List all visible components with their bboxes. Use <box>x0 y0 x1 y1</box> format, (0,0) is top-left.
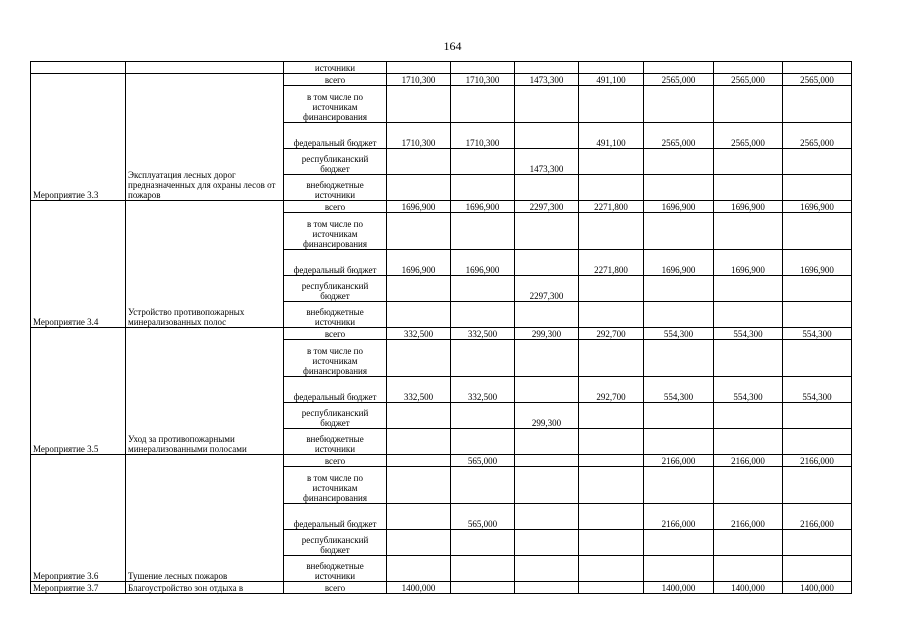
value-cell <box>515 377 579 403</box>
value-cell <box>644 530 714 556</box>
value-cell: 565,000 <box>451 455 515 467</box>
value-cell: 565,000 <box>451 504 515 530</box>
value-cell <box>579 504 644 530</box>
value-cell <box>644 149 714 175</box>
measure-name: Благоустройство зон отдыха в <box>126 582 284 594</box>
value-cell <box>387 86 451 123</box>
value-cell <box>387 276 451 302</box>
value-cell <box>579 149 644 175</box>
value-cell <box>714 213 783 250</box>
value-cell <box>783 530 852 556</box>
value-cell <box>783 62 852 74</box>
value-cell <box>451 213 515 250</box>
value-cell <box>579 582 644 594</box>
value-cell: 1400,000 <box>387 582 451 594</box>
value-cell <box>451 429 515 455</box>
table-body <box>31 62 852 594</box>
funding-source: всего <box>284 328 387 340</box>
value-cell <box>644 276 714 302</box>
value-cell <box>783 340 852 377</box>
value-cell <box>387 556 451 582</box>
table-row <box>31 62 852 74</box>
value-cell <box>644 467 714 504</box>
value-cell <box>579 175 644 201</box>
value-cell <box>644 429 714 455</box>
value-cell: 1473,300 <box>515 74 579 86</box>
funding-source: федеральный бюджет <box>284 504 387 530</box>
funding-source: федеральный бюджет <box>284 123 387 149</box>
value-cell <box>783 276 852 302</box>
value-cell <box>714 149 783 175</box>
value-cell <box>783 149 852 175</box>
measure-name: Уход за противопожарными минерализованными полосами <box>126 328 284 455</box>
value-cell <box>451 302 515 328</box>
table-row <box>31 582 852 594</box>
value-cell <box>515 467 579 504</box>
value-cell <box>714 556 783 582</box>
value-cell: 2565,000 <box>644 123 714 149</box>
measure-name: Устройство противопожарных минерализованных полос <box>126 201 284 328</box>
funding-source: республиканский бюджет <box>284 149 387 175</box>
value-cell <box>451 62 515 74</box>
funding-source: в том числе по источникам финансирования <box>284 86 387 123</box>
measure-code: Мероприятие 3.4 <box>31 201 126 328</box>
value-cell <box>579 302 644 328</box>
value-cell <box>579 556 644 582</box>
value-cell: 2565,000 <box>783 123 852 149</box>
value-cell: 1710,300 <box>451 74 515 86</box>
value-cell: 2297,300 <box>515 201 579 213</box>
value-cell: 1696,900 <box>783 250 852 276</box>
funding-source: в том числе по источникам финансирования <box>284 213 387 250</box>
value-cell: 491,100 <box>579 74 644 86</box>
value-cell: 1710,300 <box>387 74 451 86</box>
funding-source: всего <box>284 201 387 213</box>
value-cell: 2565,000 <box>714 123 783 149</box>
value-cell <box>644 340 714 377</box>
value-cell <box>714 530 783 556</box>
value-cell <box>714 86 783 123</box>
value-cell: 1473,300 <box>515 149 579 175</box>
value-cell <box>579 62 644 74</box>
value-cell: 554,300 <box>783 377 852 403</box>
value-cell: 1696,900 <box>451 201 515 213</box>
value-cell <box>515 504 579 530</box>
value-cell <box>579 530 644 556</box>
value-cell <box>783 556 852 582</box>
value-cell <box>515 86 579 123</box>
value-cell <box>644 403 714 429</box>
measure-code: Мероприятие 3.6 <box>31 455 126 582</box>
table-row <box>31 74 852 86</box>
value-cell <box>783 86 852 123</box>
funding-source: федеральный бюджет <box>284 250 387 276</box>
value-cell <box>515 302 579 328</box>
value-cell: 554,300 <box>714 328 783 340</box>
value-cell <box>451 175 515 201</box>
value-cell <box>579 455 644 467</box>
value-cell <box>714 175 783 201</box>
value-cell: 2166,000 <box>714 455 783 467</box>
value-cell: 2166,000 <box>783 455 852 467</box>
value-cell: 2565,000 <box>714 74 783 86</box>
value-cell <box>451 556 515 582</box>
value-cell <box>714 302 783 328</box>
value-cell <box>579 276 644 302</box>
value-cell <box>515 556 579 582</box>
value-cell: 292,700 <box>579 377 644 403</box>
value-cell: 299,300 <box>515 328 579 340</box>
value-cell: 1696,900 <box>451 250 515 276</box>
value-cell: 292,700 <box>579 328 644 340</box>
value-cell <box>783 175 852 201</box>
value-cell <box>387 455 451 467</box>
value-cell <box>515 340 579 377</box>
value-cell <box>515 250 579 276</box>
measure-name: Тушение лесных пожаров <box>126 455 284 582</box>
value-cell: 2166,000 <box>783 504 852 530</box>
funding-source: внебюджетные источники <box>284 429 387 455</box>
value-cell <box>387 149 451 175</box>
value-cell <box>387 467 451 504</box>
source-cell: источники <box>284 62 387 74</box>
value-cell <box>783 302 852 328</box>
value-cell <box>515 530 579 556</box>
value-cell: 2166,000 <box>714 504 783 530</box>
value-cell <box>451 467 515 504</box>
funding-source: всего <box>284 582 387 594</box>
value-cell: 1710,300 <box>451 123 515 149</box>
funding-source: республиканский бюджет <box>284 530 387 556</box>
value-cell: 554,300 <box>783 328 852 340</box>
value-cell <box>387 504 451 530</box>
measure-code: Мероприятие 3.7 <box>31 582 126 594</box>
value-cell <box>515 62 579 74</box>
funding-source: федеральный бюджет <box>284 377 387 403</box>
value-cell <box>714 276 783 302</box>
value-cell: 1696,900 <box>387 250 451 276</box>
value-cell: 1400,000 <box>644 582 714 594</box>
value-cell: 2565,000 <box>783 74 852 86</box>
table-row <box>31 328 852 340</box>
value-cell <box>451 403 515 429</box>
value-cell: 2166,000 <box>644 504 714 530</box>
value-cell: 2565,000 <box>644 74 714 86</box>
value-cell <box>644 62 714 74</box>
measure-name: Эксплуатация лесных дорог предназначенных для охраны лесов от пожаров <box>126 74 284 201</box>
value-cell: 1696,900 <box>714 201 783 213</box>
value-cell <box>387 213 451 250</box>
funding-source: в том числе по источникам финансирования <box>284 340 387 377</box>
value-cell: 2271,800 <box>579 201 644 213</box>
value-cell <box>579 213 644 250</box>
value-cell <box>714 340 783 377</box>
value-cell: 1696,900 <box>644 201 714 213</box>
funding-source: внебюджетные источники <box>284 175 387 201</box>
value-cell <box>515 582 579 594</box>
value-cell: 2297,300 <box>515 276 579 302</box>
value-cell: 1710,300 <box>387 123 451 149</box>
value-cell <box>515 175 579 201</box>
funding-source: республиканский бюджет <box>284 403 387 429</box>
value-cell <box>515 429 579 455</box>
value-cell: 1696,900 <box>644 250 714 276</box>
value-cell <box>644 302 714 328</box>
value-cell <box>515 455 579 467</box>
value-cell <box>783 403 852 429</box>
value-cell: 1400,000 <box>783 582 852 594</box>
table-row <box>31 455 852 467</box>
value-cell <box>387 429 451 455</box>
value-cell <box>783 467 852 504</box>
value-cell <box>644 175 714 201</box>
value-cell <box>579 403 644 429</box>
value-cell <box>714 467 783 504</box>
value-cell: 1696,900 <box>783 201 852 213</box>
value-cell <box>579 340 644 377</box>
value-cell <box>451 340 515 377</box>
value-cell <box>644 556 714 582</box>
funding-source: в том числе по источникам финансирования <box>284 467 387 504</box>
table-row <box>31 201 852 213</box>
value-cell: 2271,800 <box>579 250 644 276</box>
funding-source: внебюджетные источники <box>284 556 387 582</box>
value-cell <box>714 62 783 74</box>
value-cell <box>644 86 714 123</box>
value-cell: 554,300 <box>644 377 714 403</box>
value-cell <box>579 86 644 123</box>
value-cell <box>644 213 714 250</box>
value-cell <box>579 467 644 504</box>
name-cell <box>126 62 284 74</box>
value-cell <box>783 213 852 250</box>
value-cell: 2166,000 <box>644 455 714 467</box>
value-cell <box>783 429 852 455</box>
value-cell: 1696,900 <box>714 250 783 276</box>
page-number: 164 <box>443 39 462 53</box>
code-cell <box>31 62 126 74</box>
value-cell <box>387 62 451 74</box>
value-cell <box>451 86 515 123</box>
funding-source: всего <box>284 74 387 86</box>
value-cell <box>515 213 579 250</box>
value-cell: 332,500 <box>451 377 515 403</box>
value-cell: 332,500 <box>387 377 451 403</box>
value-cell <box>451 149 515 175</box>
funding-source: внебюджетные источники <box>284 302 387 328</box>
value-cell: 299,300 <box>515 403 579 429</box>
value-cell <box>451 530 515 556</box>
value-cell: 1696,900 <box>387 201 451 213</box>
measure-code: Мероприятие 3.5 <box>31 328 126 455</box>
value-cell <box>451 276 515 302</box>
value-cell: 332,500 <box>451 328 515 340</box>
funding-source: всего <box>284 455 387 467</box>
value-cell <box>387 340 451 377</box>
value-cell <box>387 403 451 429</box>
value-cell <box>387 175 451 201</box>
value-cell: 554,300 <box>714 377 783 403</box>
value-cell <box>579 429 644 455</box>
value-cell <box>714 429 783 455</box>
value-cell <box>387 530 451 556</box>
value-cell: 332,500 <box>387 328 451 340</box>
measure-code: Мероприятие 3.3 <box>31 74 126 201</box>
funding-source: республиканский бюджет <box>284 276 387 302</box>
value-cell: 491,100 <box>579 123 644 149</box>
value-cell <box>515 123 579 149</box>
budget-table <box>30 61 852 594</box>
value-cell <box>387 302 451 328</box>
value-cell <box>451 582 515 594</box>
value-cell: 554,300 <box>644 328 714 340</box>
value-cell: 1400,000 <box>714 582 783 594</box>
value-cell <box>714 403 783 429</box>
